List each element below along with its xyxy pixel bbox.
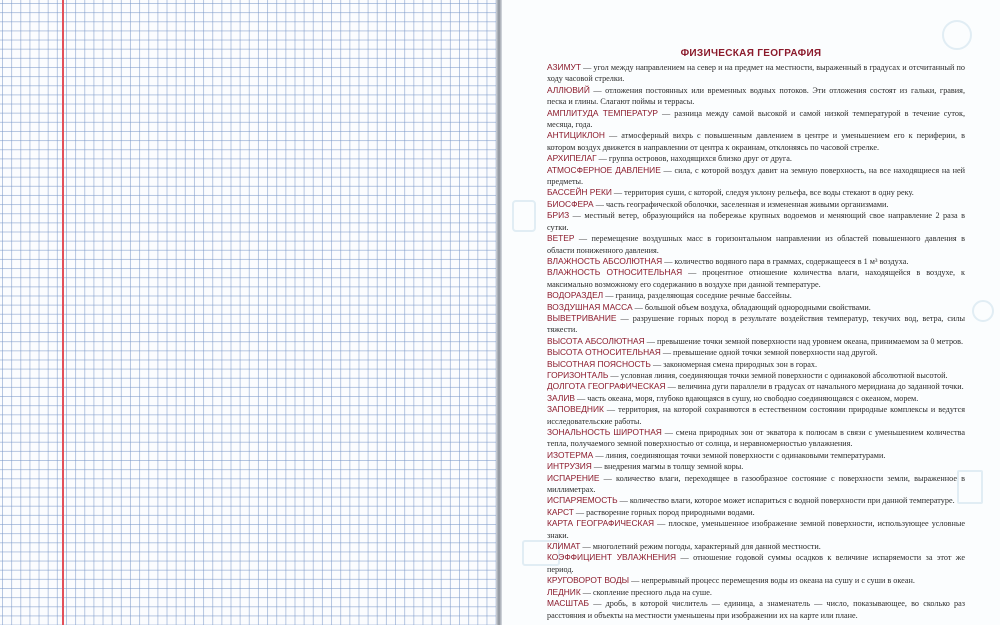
glossary-definition: — растворение горных пород природными водами. [573,507,755,517]
glossary-term: ГОРИЗОНТАЛЬ [547,369,609,380]
glossary-term: ВЛАЖНОСТЬ АБСОЛЮТНАЯ [547,255,663,266]
glossary-entry [547,153,965,164]
glossary-definition: — большой объем воздуха, обладающий однородными свойствами. [632,302,871,312]
glossary-term: КРУГОВОРОТ ВОДЫ [547,575,630,586]
glossary-definition: — количество влаги, переходящее в газообразное состояние с поверхности земли, выраженное в миллиметрах. [547,473,965,495]
glossary-term: ИЗОТЕРМА [547,449,594,460]
glossary-definition: — линия, соединяющая точки земной поверхности с одинаковыми температурами. [593,450,886,460]
glossary-definition: — территория, на которой сохраняются в естественном состоянии природные комплексы и ведутся исследовательские работы. [547,405,965,426]
glossary-entry [547,313,965,336]
glossary-entry [547,575,965,586]
glossary-entry [547,233,965,256]
glossary-entry [547,473,965,496]
glossary-term: ВОЗДУШНАЯ МАССА [547,301,633,312]
glossary-entry [547,427,965,450]
glossary-entry [547,336,965,347]
glossary-term: ЗОНАЛЬНОСТЬ ШИРОТНАЯ [547,427,662,437]
glossary-entry [547,381,965,392]
glossary-term: АМПЛИТУДА ТЕМПЕРАТУР [547,107,658,118]
glossary-entry [547,108,965,131]
glossary-entry [547,393,965,404]
glossary-entry [547,370,965,381]
glossary-term: ИСПАРЕНИЕ [547,472,600,483]
glossary-term: АЗИМУТ [547,62,581,72]
glossary-entry [547,404,965,427]
glossary-entry [547,302,965,313]
glossary-definition: — сила, с которой воздух давит на земную поверхность, на все находящиеся на ней предметы. [547,165,965,187]
glossary-entry [547,187,965,198]
glossary-term: ВЫСОТНАЯ ПОЯСНОСТЬ [547,358,651,369]
glossary-term: КОЭФФИЦИЕНТ УВЛАЖНЕНИЯ [547,552,677,563]
glossary-definition: — скопление пресного льда на суше. [580,587,712,597]
glossary-term: ВЕТЕР [547,233,575,244]
glossary-definition: — дробь, в которой числитель — единица, а знаменатель — число, показывающее, во сколько раз расстояния и объекты на местности уменьшены при изображении их на карте или плане. [547,599,965,620]
glossary-definition: — закономерная смена природных зон в горах. [650,359,818,369]
glossary-definition: — процентное отношение количества влаги, находящейся в воздухе, к максимально возможному его содержанию в воздухе при данной температуре. [547,268,965,289]
glossary-entry [547,450,965,461]
glossary-term: ВЛАЖНОСТЬ ОТНОСИТЕЛЬНАЯ [547,267,683,278]
glossary-entry [547,347,965,358]
glossary-term: ДОЛГОТА ГЕОГРАФИЧЕСКАЯ [547,381,666,392]
glossary-definition: — внедрения магмы в толщу земной коры. [591,462,744,472]
glossary-definition: — превышение точки земной поверхности над уровнем океана, принимаемом за 0 метров. [644,336,964,346]
glossary-entry [547,256,965,267]
cover-page [502,0,1000,625]
glossary-definition: — отложения постоянных или временных водных потоков. Эти отложения состоят из гальки, гравия, песка и глины. Слагают поймы и террасы. [547,85,965,107]
glossary-entry [547,62,965,85]
glossary-definition: — перемещение воздушных масс в горизонтальном направлении из областей повышенного давления в области пониженного давления. [547,234,965,255]
glossary-term: ЗАЛИВ [547,392,575,403]
glossary-term: БРИЗ [547,210,570,221]
page-title: ФИЗИЧЕСКАЯ ГЕОГРАФИЯ [680,48,822,59]
glossary-definition: — местный ветер, образующийся на побережье крупных водоемов и меняющий свое направление 2 раза в сутки. [547,211,965,232]
glossary-term: АРХИПЕЛАГ [547,153,597,164]
glossary-entry [547,507,965,518]
glossary-entry [547,461,965,472]
glossary-term: МАСШТАБ [547,598,590,609]
glossary-definition: — группа островов, находящихся близко друг от друга. [596,154,792,164]
glossary-term: ИНТРУЗИЯ [547,461,592,472]
glossary-entry [547,130,965,153]
glossary-entry [547,210,965,233]
glossary-definition: — разница между самой высокой и самой низкой температурой в течение суток, месяца, года. [547,108,965,130]
glossary-term: ВЫВЕТРИВАНИЕ [547,312,617,323]
glossary-definition: — количество влаги, которое может испариться с водной поверхности при данной температуре. [617,496,955,506]
glossary-definition: — угол между направлением на север и на предмет на местности, выраженный в градусах и отсчитанный по ходу часовой стрелки. [547,63,965,84]
glossary-list [547,62,965,621]
compass-icon [972,300,994,322]
glossary-definition: — территория суши, с которой, следуя уклону рельефа, все воды стекают в одну реку. [611,188,914,198]
glossary-definition: — граница, разделяющая соседние речные бассейны. [603,291,792,301]
graph-paper-page [0,0,498,625]
glossary-term: КАРТА ГЕОГРАФИЧЕСКАЯ [547,518,655,529]
glossary-definition: — часть географической оболочки, заселенная и измененная живыми организмами. [593,199,889,209]
glossary-term: КЛИМАТ [547,541,581,552]
glossary-entry [547,598,965,621]
glossary-definition: — условная линия, соединяющая точки земной поверхности с одинаковой абсолютной высотой. [608,370,948,380]
glossary-term: АЛЛЮВИЙ [547,84,590,95]
glossary-definition: — атмосферный вихрь с повышенным давлением в центре и уменьшением его к периферии, в котором воздух движется в направлении от центра к окраинам, отклоняясь по часовой стрелке. [547,131,965,152]
glossary-definition: — многолетний режим погоды, характерный для данной местности. [580,542,821,552]
globe-icon [942,20,972,50]
glossary-term: ИСПАРЯЕМОСТЬ [547,495,618,506]
glossary-definition: — часть океана, моря, глубоко вдающаяся в сушу, но свободно соединяющаяся с океаном, морем. [574,393,919,403]
glossary-term: ВЫСОТА АБСОЛЮТНАЯ [547,335,645,346]
glossary-definition: — превышение одной точки земной поверхности над другой. [660,348,878,358]
glossary-term: БАССЕЙН РЕКИ [547,187,612,198]
glossary-entry [547,85,965,108]
glossary-term: ЗАПОВЕДНИК [547,404,604,415]
glossary-term: ЛЕДНИК [547,586,581,597]
glossary-definition: — величина дуги параллели в градусах от начального меридиана до заданной точки. [665,382,964,392]
glossary-term: АТМОСФЕРНОЕ ДАВЛЕНИЕ [547,164,661,175]
glossary-entry [547,541,965,552]
glossary-entry [547,518,965,541]
glossary-term: ВЫСОТА ОТНОСИТЕЛЬНАЯ [547,347,661,358]
glossary-entry [547,552,965,575]
glossary-definition: — разрушение горных пород в результате воздействия температур, текучих вод, ветра, силы тяжести. [547,313,965,335]
glossary-entry [547,165,965,188]
glossary-definition: — непрерывный процесс перемещения воды из океана на сушу и с суши в океан. [629,576,915,586]
glossary-entry [547,199,965,210]
glossary-term: КАРСТ [547,506,574,517]
glossary-definition: — количество водяного пара в граммах, содержащееся в 1 м³ воздуха. [662,256,909,266]
glossary-entry [547,290,965,301]
glossary-definition: — плоское, уменьшенное изображение земной поверхности, использующее условные знаки. [547,519,965,540]
glossary-term: АНТИЦИКЛОН [547,130,605,141]
glossary-definition: — смена природных зон от экватора к полюсам в связи с уменьшением количества тепла, получаемого земной поверхностью от солнца, и неравномерностью увлажнения. [547,428,965,449]
glossary-term: БИОСФЕРА [547,198,594,209]
flask-icon [512,200,536,232]
glossary-entry [547,267,965,290]
glossary-definition: — отношение годовой суммы осадков к величине испаряемости за этот же период. [547,553,965,574]
glossary-entry [547,359,965,370]
margin-line [62,0,64,625]
glossary-entry [547,587,965,598]
glossary-term: ВОДОРАЗДЕЛ [547,290,604,301]
glossary-entry [547,495,965,506]
